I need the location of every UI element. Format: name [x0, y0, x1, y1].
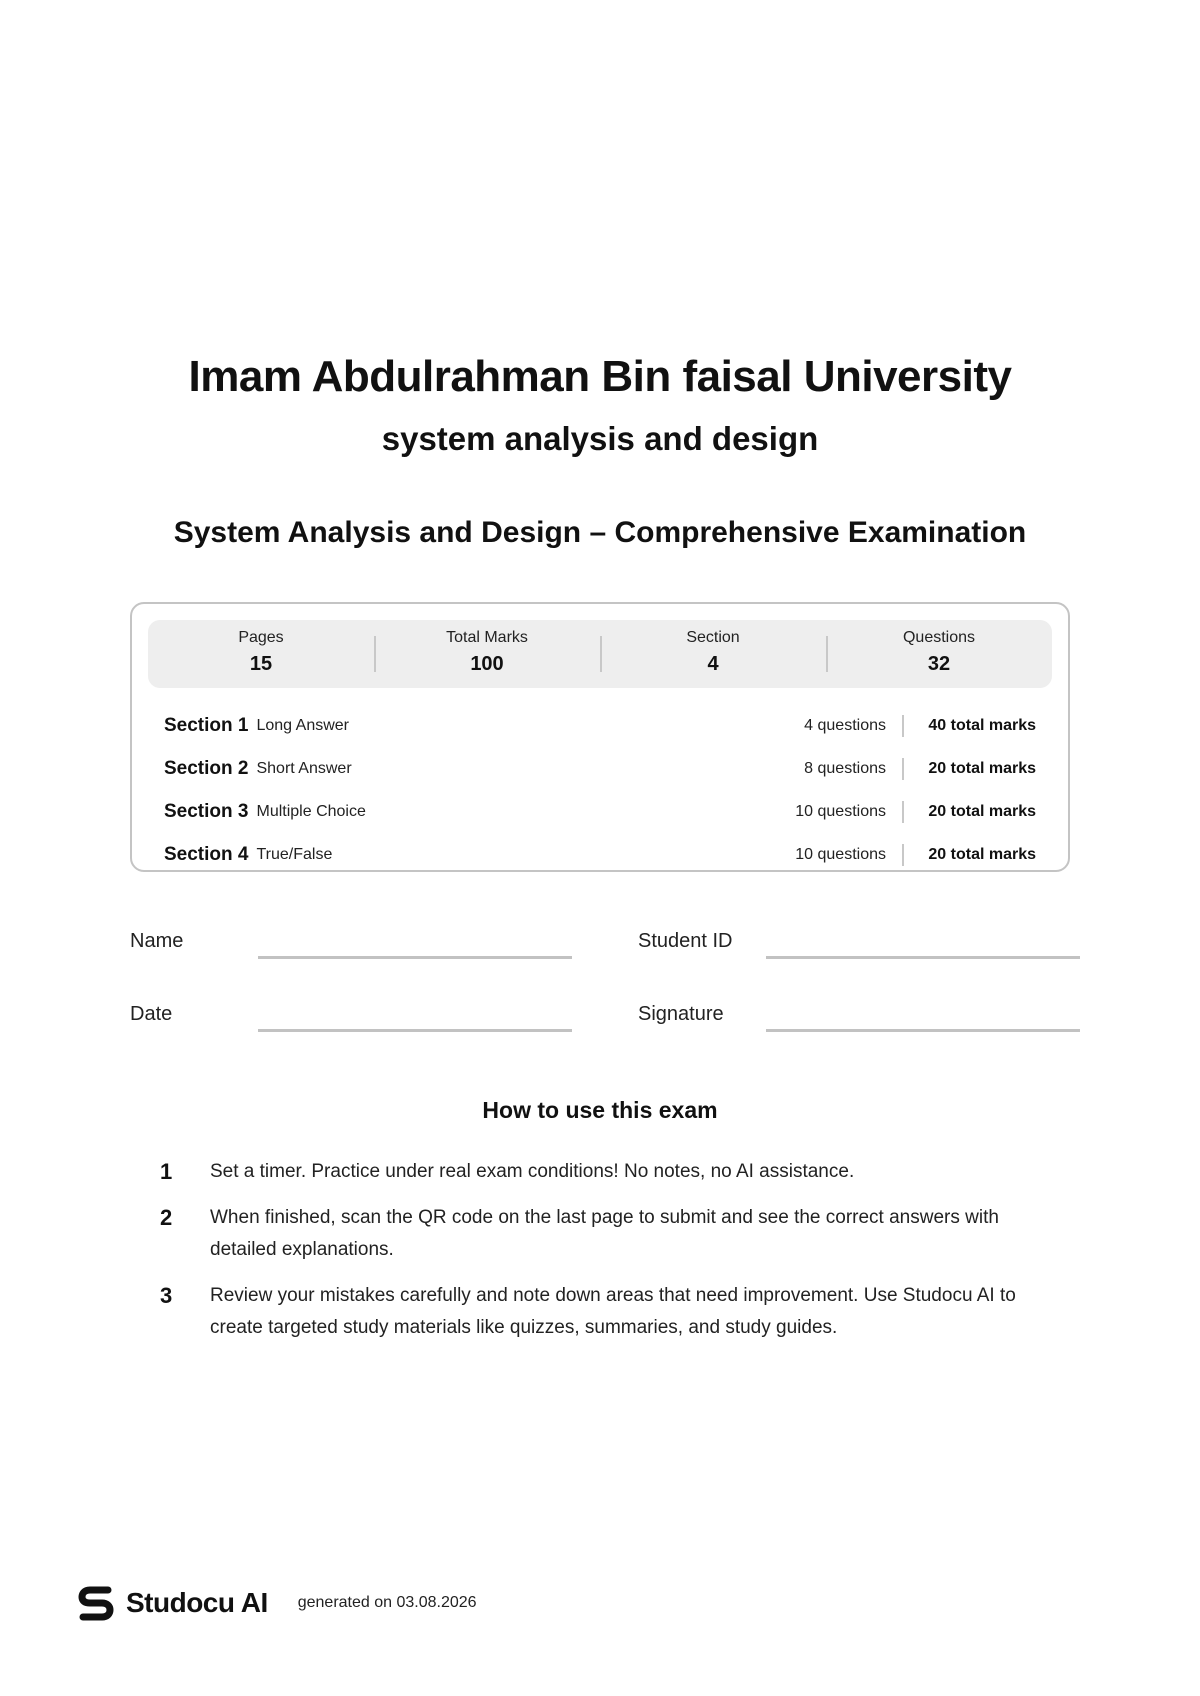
stat-value: 15 [249, 653, 273, 675]
stat-label: Total Marks [446, 629, 528, 646]
date-label: Date [130, 1003, 173, 1025]
step-text: Review your mistakes carefully and note down areas that need improvement. Use Studocu AI to create targeted study materials like quizzes, summaries, and study guides. [210, 1285, 1016, 1338]
section-question-count: 4 questions [804, 716, 886, 734]
course-title: system analysis and design [381, 420, 819, 457]
section-row [164, 790, 1036, 833]
section-marks: 20 total marks [928, 759, 1036, 777]
section-name: Section 4 [164, 843, 249, 865]
section-question-count: 10 questions [795, 802, 886, 820]
studocu-logo-icon [78, 1584, 114, 1622]
section-row [164, 833, 1036, 876]
instruction-step [160, 1202, 1060, 1266]
step-number: 2 [160, 1205, 173, 1230]
exam-title: System Analysis and Design – Comprehensive Examination [173, 516, 1027, 549]
university-title: Imam Abdulrahman Bin faisal University [188, 352, 1012, 401]
section-name: Section 1 [164, 714, 249, 736]
instructions-title: How to use this exam [482, 1097, 718, 1123]
name-field[interactable] [258, 956, 572, 959]
stat-total-marks [374, 620, 600, 688]
stat-pages [148, 620, 374, 688]
date-field[interactable] [258, 1029, 572, 1032]
instruction-step [160, 1156, 1060, 1188]
signature-field[interactable] [766, 1029, 1080, 1032]
section-type: Short Answer [256, 759, 352, 777]
stat-section [600, 620, 826, 688]
section-row [164, 747, 1036, 790]
section-list [164, 704, 1036, 876]
step-number: 3 [160, 1283, 173, 1308]
stat-value: 100 [470, 653, 504, 675]
student-id-field[interactable] [766, 956, 1080, 959]
section-marks: 40 total marks [928, 716, 1036, 734]
stat-label: Pages [238, 629, 284, 646]
generated-date: generated on 03.08.2026 [297, 1594, 477, 1611]
section-type: Long Answer [256, 716, 349, 734]
exam-summary-card [130, 602, 1070, 872]
signature-label: Signature [638, 1003, 724, 1025]
stat-value: 4 [707, 653, 719, 675]
step-text: Set a timer. Practice under real exam conditions! No notes, no AI assistance. [210, 1161, 855, 1182]
footer [78, 1584, 477, 1622]
section-question-count: 10 questions [795, 845, 886, 863]
section-marks: 20 total marks [928, 802, 1036, 820]
section-type: True/False [256, 845, 333, 863]
section-type: Multiple Choice [256, 802, 366, 820]
name-label: Name [130, 930, 184, 952]
section-marks: 20 total marks [928, 845, 1036, 863]
section-name: Section 3 [164, 800, 249, 822]
section-row [164, 704, 1036, 747]
step-text: When finished, scan the QR code on the last page to submit and see the correct answers with detailed explanations. [210, 1207, 999, 1260]
instruction-step [160, 1280, 1060, 1344]
section-name: Section 2 [164, 757, 249, 779]
stat-label: Questions [902, 629, 976, 646]
step-number: 1 [160, 1159, 173, 1184]
stat-label: Section [686, 629, 740, 646]
exam-stats-bar [148, 620, 1052, 688]
brand-name: Studocu AI [126, 1587, 268, 1618]
stat-value: 32 [927, 653, 951, 675]
section-question-count: 8 questions [804, 759, 886, 777]
stat-questions [826, 620, 1052, 688]
instruction-list [160, 1156, 1060, 1358]
student-id-label: Student ID [638, 930, 733, 952]
